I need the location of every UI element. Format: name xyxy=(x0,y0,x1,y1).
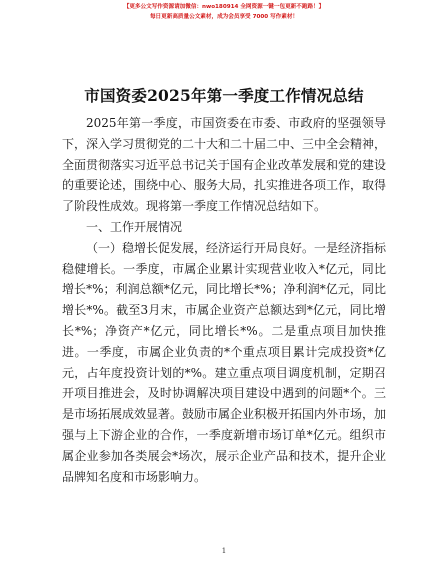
promo-banner xyxy=(0,2,448,22)
promo-line-1: 【更多公文写作资源请加微信：nwo180914 全网资源一键一包更新不跑路！】 xyxy=(123,4,325,10)
document-body xyxy=(62,113,386,487)
intro-paragraph: 2025年第一季度，市国资委在市委、市政府的坚强领导下，深入学习贯彻党的二十大和二十届二中、三中全会精神，全面贯彻落实习近平总书记关于国有企业改革发展和党的建设的重要论述，围绕中心、服务大局，扎实推进各项工作，取得了阶段性成效。现将第一季度工作情况总结如下。 xyxy=(62,116,387,214)
promo-line-2: 每日更新高质量公文素材，成为会员享受 7000 写作素材！ xyxy=(149,14,299,20)
section-heading: 一、工作开展情况 xyxy=(86,219,183,234)
document-title: 市国资委2025年第一季度工作情况总结 xyxy=(84,86,364,105)
section-paragraph: （一）稳增长促发展，经济运行开局良好。一是经济指标稳健增长。一季度，市属企业累计实现营业收入*亿元，同比增长*%；利润总额*亿元，同比增长*%；净利润*亿元，同比增长*%。截至3月末，市属企业资产总额达到*亿元，同比增长*%；净资产*亿元，同比增长*%。二是重点项目加快推进。一季度，市属企业负责的*个重点项目累计完成投资*亿元，占年度投资计划的*%。建立重点项目调度机制，定期召开项目推进会，及时协调解决项目建设中遇到的问题*个。三是市场拓展成效显著。鼓励市属企业积极开拓国内外市场，加强与上下游企业的合作，一季度新增市场订单*亿元。组织市属企业参加各类展会*场次，展示企业产品和技术，提升企业品牌知名度和市场影响力。 xyxy=(62,240,387,484)
page-number: 1 xyxy=(221,547,227,555)
